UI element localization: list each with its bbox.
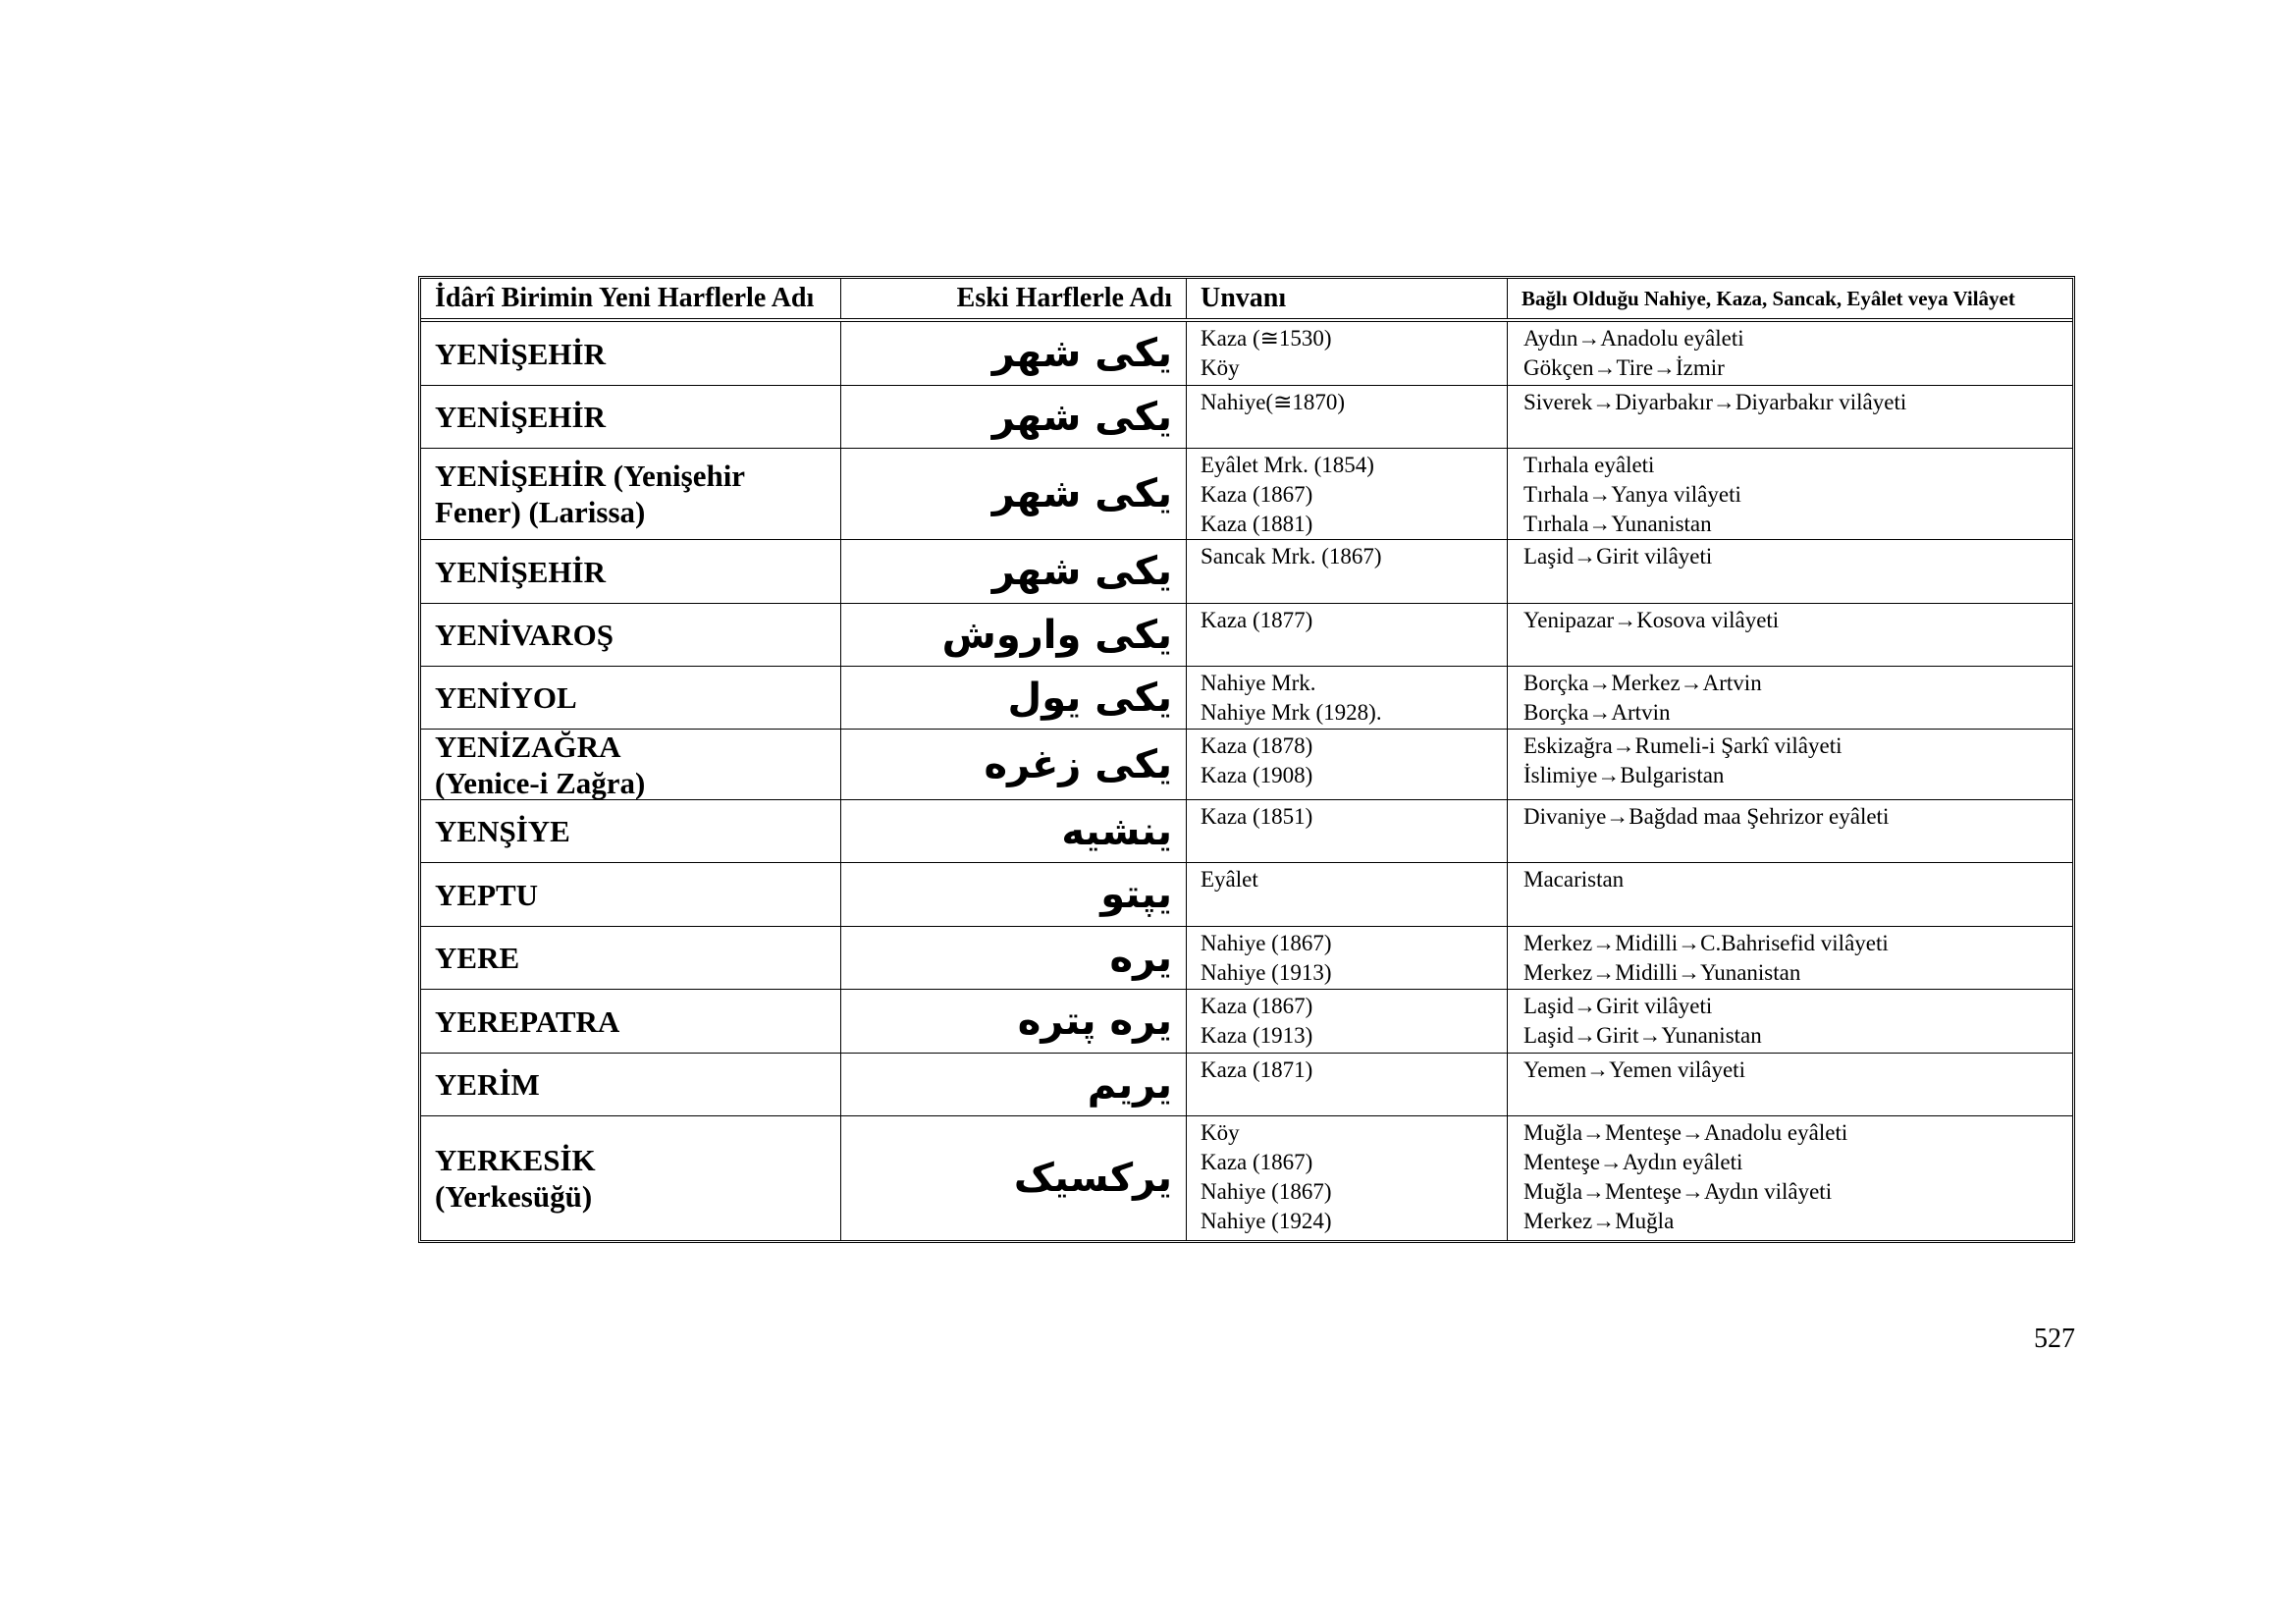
cell-old-name: یکی شهر [841, 449, 1187, 539]
cell-parent-line: Merkez→Muğla [1523, 1209, 1675, 1233]
cell-old-name: یره پتره [841, 990, 1187, 1053]
cell-title [1187, 449, 1508, 539]
cell-title-line: Köy [1201, 1120, 1240, 1145]
cell-parent-line: Menteşe→Aydın eyâleti [1523, 1150, 1743, 1174]
cell-parent [1508, 730, 2072, 799]
cell-parent [1508, 863, 2072, 926]
table-row [421, 667, 2072, 730]
cell-parent-line: Siverek→Diyarbakır→Diyarbakır vilâyeti [1523, 390, 1907, 414]
cell-parent [1508, 322, 2072, 385]
cell-parent-line: Divaniye→Bağdad maa Şehrizor eyâleti [1523, 804, 1890, 829]
cell-parent [1508, 1054, 2072, 1115]
cell-title [1187, 667, 1508, 729]
cell-title-line: Nahiye Mrk. [1201, 671, 1316, 695]
cell-parent [1508, 540, 2072, 603]
cell-parent-line: Borçka→Artvin [1523, 700, 1671, 725]
cell-parent-line: Eskizağra→Rumeli-i Şarkî vilâyeti [1523, 733, 1842, 758]
cell-title [1187, 604, 1508, 666]
cell-title-line: Kaza (1851) [1201, 804, 1313, 829]
table-row [421, 449, 2072, 540]
data-table [418, 276, 2075, 1243]
header-parent: Bağlı Olduğu Nahiye, Kaza, Sancak, Eyâlet veya Vilâyet [1522, 286, 2015, 310]
cell-parent [1508, 667, 2072, 729]
table-row [421, 604, 2072, 667]
cell-title-line: Kaza (≅1530) [1201, 326, 1332, 351]
cell-title [1187, 730, 1508, 799]
cell-title [1187, 800, 1508, 862]
cell-name [421, 730, 841, 799]
cell-parent [1508, 800, 2072, 862]
cell-name [421, 927, 841, 989]
cell-title-line: Kaza (1877) [1201, 608, 1313, 632]
cell-old-name: یکی یول [841, 667, 1187, 729]
cell-title-line: Nahiye (1867) [1201, 931, 1332, 955]
cell-title-line: Eyâlet [1201, 867, 1258, 892]
cell-name [421, 863, 841, 926]
cell-parent-line: İslimiye→Bulgaristan [1523, 763, 1725, 787]
cell-title-line: Kaza (1881) [1201, 512, 1313, 536]
cell-parent [1508, 927, 2072, 989]
cell-parent-line: Muğla→Menteşe→Anadolu eyâleti [1523, 1120, 1848, 1145]
cell-parent-line: Merkez→Midilli→C.Bahrisefid vilâyeti [1523, 931, 1889, 955]
cell-title [1187, 540, 1508, 603]
cell-name-line: (Yenice-i Zağra) [435, 765, 646, 799]
cell-old-name: یرکسیک [841, 1116, 1187, 1240]
table-header-row [421, 279, 2072, 322]
cell-parent-line: Tırhala→Yanya vilâyeti [1523, 482, 1741, 507]
cell-name [421, 322, 841, 385]
cell-old-name: یکی زغره [841, 730, 1187, 799]
cell-name-line: YENİŞEHİR [435, 336, 606, 371]
cell-old-name: یریم [841, 1054, 1187, 1115]
page-number: 527 [2034, 1324, 2075, 1354]
cell-old-name: یکی شهر [841, 540, 1187, 603]
table-row [421, 990, 2072, 1054]
cell-name-line: YENİŞEHİR [435, 554, 606, 589]
cell-name [421, 540, 841, 603]
header-title: Unvanı [1187, 279, 1508, 318]
cell-name [421, 386, 841, 448]
table-row [421, 927, 2072, 990]
cell-title-line: Kaza (1871) [1201, 1057, 1313, 1082]
cell-title [1187, 927, 1508, 989]
table-row [421, 1116, 2072, 1240]
cell-title-line: Eyâlet Mrk. (1854) [1201, 453, 1374, 477]
table-row [421, 730, 2072, 800]
cell-title [1187, 386, 1508, 448]
cell-name-line: YENİYOL [435, 680, 577, 715]
cell-parent-line: Laşid→Girit vilâyeti [1523, 544, 1713, 568]
cell-title [1187, 863, 1508, 926]
cell-parent-line: Merkez→Midilli→Yunanistan [1523, 960, 1801, 985]
cell-old-name: یپتو [841, 863, 1187, 926]
cell-name-line: YERE [435, 941, 520, 975]
cell-title-line: Kaza (1867) [1201, 1150, 1313, 1174]
cell-name [421, 1116, 841, 1240]
cell-name-line: Fener) (Larissa) [435, 495, 646, 529]
cell-parent [1508, 449, 2072, 539]
cell-title-line: Nahiye (1924) [1201, 1209, 1332, 1233]
cell-name-line: YERİM [435, 1067, 540, 1102]
cell-name-line: YENİVAROŞ [435, 618, 614, 652]
cell-parent [1508, 1116, 2072, 1240]
cell-old-name: یکی شهر [841, 386, 1187, 448]
cell-name-line: YENİŞEHİR [435, 400, 606, 434]
cell-parent [1508, 386, 2072, 448]
cell-parent-line: Laşid→Girit vilâyeti [1523, 994, 1713, 1018]
cell-name-line: YENİZAĞRA [435, 730, 621, 764]
table-row [421, 1054, 2072, 1116]
cell-old-name: یره [841, 927, 1187, 989]
cell-title [1187, 1054, 1508, 1115]
cell-name-line: YEREPATRA [435, 1003, 620, 1039]
cell-parent-line: Yenipazar→Kosova vilâyeti [1523, 608, 1780, 632]
cell-title-line: Kaza (1867) [1201, 482, 1313, 507]
cell-title-line: Kaza (1913) [1201, 1023, 1313, 1048]
cell-title-line: Nahiye (1913) [1201, 960, 1332, 985]
cell-name-line: YERKESİK [435, 1143, 596, 1177]
cell-title-line: Sancak Mrk. (1867) [1201, 544, 1382, 568]
cell-old-name: یکی واروش [841, 604, 1187, 666]
header-old-name: Eski Harflerle Adı [841, 279, 1187, 318]
header-name: İdârî Birimin Yeni Harflerle Adı [421, 279, 841, 318]
cell-name-line: YEPTU [435, 877, 539, 912]
cell-title-line: Kaza (1878) [1201, 733, 1313, 758]
cell-name [421, 800, 841, 862]
table-row [421, 322, 2072, 386]
cell-title [1187, 322, 1508, 385]
cell-name [421, 667, 841, 729]
cell-name [421, 449, 841, 539]
cell-title-line: Köy [1201, 355, 1240, 380]
cell-name [421, 990, 841, 1053]
cell-parent-line: Muğla→Menteşe→Aydın vilâyeti [1523, 1179, 1833, 1204]
cell-parent-line: Laşid→Girit→Yunanistan [1523, 1023, 1762, 1048]
cell-name-line: YENŞİYE [435, 814, 570, 848]
cell-parent-line: Tırhala→Yunanistan [1523, 512, 1712, 536]
cell-name-line: YENİŞEHİR (Yenişehir [435, 459, 746, 493]
cell-title-line: Nahiye (1867) [1201, 1179, 1332, 1204]
table-row [421, 800, 2072, 863]
cell-parent-line: Yemen→Yemen vilâyeti [1523, 1057, 1745, 1082]
cell-title-line: Nahiye Mrk (1928). [1201, 700, 1382, 725]
cell-parent-line: Aydın→Anadolu eyâleti [1523, 326, 1744, 351]
cell-name-line: (Yerkesüğü) [435, 1179, 593, 1214]
cell-title-line: Kaza (1867) [1201, 994, 1313, 1018]
cell-title-line: Nahiye(≅1870) [1201, 390, 1346, 414]
cell-name [421, 604, 841, 666]
table-row [421, 540, 2072, 604]
cell-name [421, 1054, 841, 1115]
cell-title [1187, 1116, 1508, 1240]
cell-title-line: Kaza (1908) [1201, 763, 1313, 787]
cell-title [1187, 990, 1508, 1053]
table-row [421, 386, 2072, 449]
table-grid [421, 279, 2072, 1240]
cell-parent-line: Macaristan [1523, 867, 1625, 892]
cell-old-name: یکی شهر [841, 322, 1187, 385]
cell-parent-line: Tırhala eyâleti [1523, 453, 1655, 477]
cell-old-name: ینشیه [841, 800, 1187, 862]
table-row [421, 863, 2072, 927]
cell-parent-line: Borçka→Merkez→Artvin [1523, 671, 1762, 695]
cell-parent-line: Gökçen→Tire→İzmir [1523, 355, 1725, 380]
cell-parent [1508, 604, 2072, 666]
cell-parent [1508, 990, 2072, 1053]
